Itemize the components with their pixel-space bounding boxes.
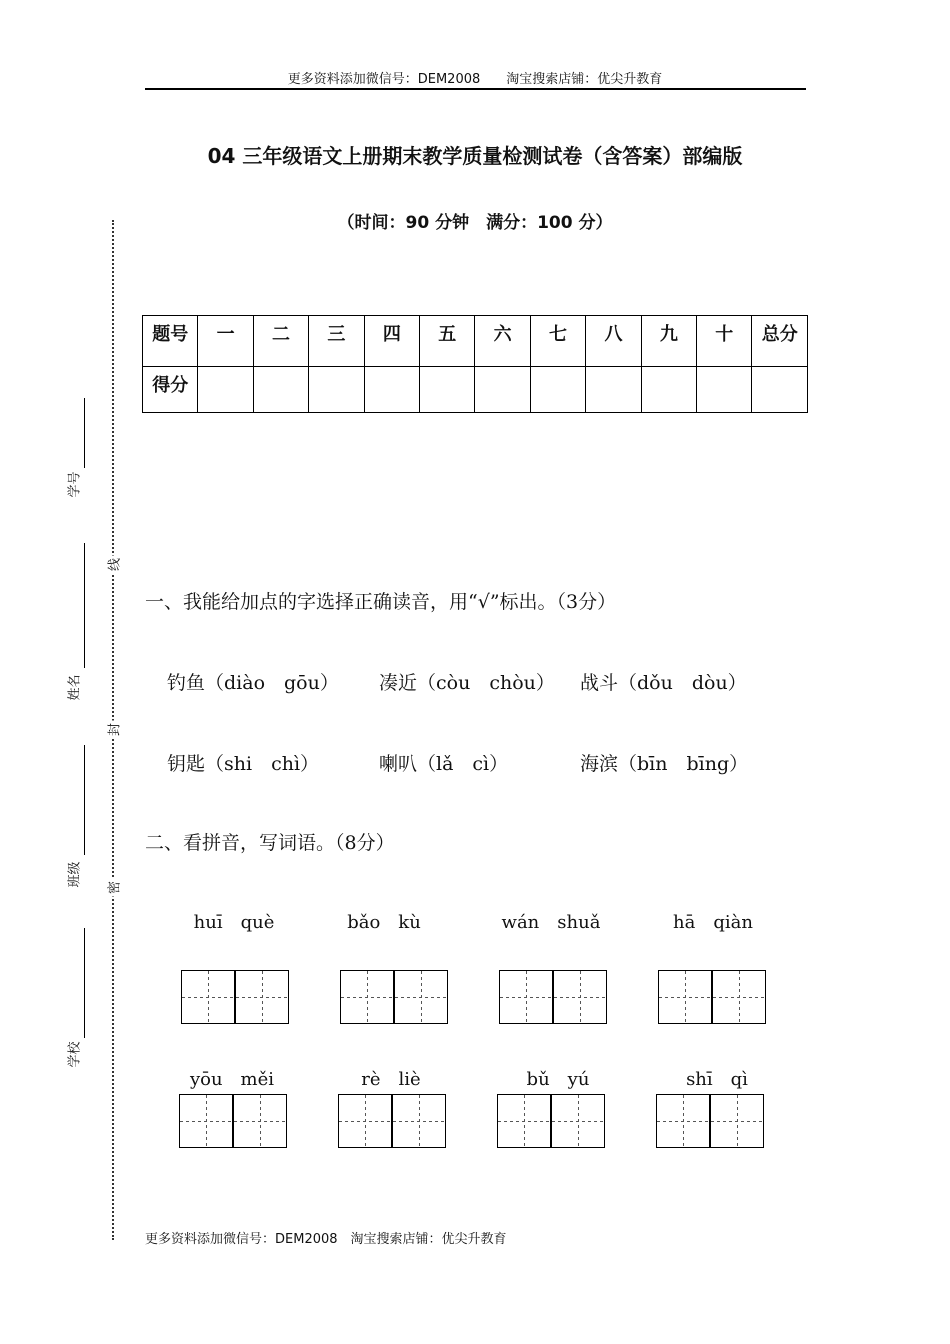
score-header-cell: 六 (475, 316, 530, 367)
school-label: 学校 (67, 1041, 83, 1068)
score-cell[interactable] (198, 367, 253, 413)
score-cell[interactable] (309, 367, 364, 413)
q2-pinyin: rè liè (361, 1069, 421, 1090)
tian-grid-box[interactable] (392, 1094, 446, 1148)
score-header-cell: 题号 (143, 316, 198, 367)
seal-char-seal: 封 (104, 721, 123, 739)
tian-grid-box[interactable] (179, 1094, 233, 1148)
score-header-cell: 十 (697, 316, 752, 367)
class-label: 班级 (67, 861, 83, 888)
tian-grid-box[interactable] (658, 970, 712, 1024)
q2-pinyin: shī qì (686, 1069, 748, 1090)
score-header-cell: 九 (641, 316, 696, 367)
score-table-score-row (143, 367, 808, 413)
q1-option[interactable]: 钥匙（shi chì） (167, 753, 320, 775)
tian-grid-box[interactable] (338, 1094, 392, 1148)
score-cell[interactable] (586, 367, 641, 413)
q2-pinyin: bǎo kù (347, 912, 421, 933)
score-row-label: 得分 (143, 367, 198, 413)
q1-option[interactable]: 凑近（còu chòu） (379, 672, 555, 694)
q2-heading: 二、看拼音，写词语。（8分） (145, 832, 395, 854)
student-id-blank[interactable] (84, 398, 85, 468)
class-blank[interactable] (84, 745, 85, 855)
score-header-cell: 五 (420, 316, 475, 367)
score-cell[interactable] (475, 367, 530, 413)
score-header-cell: 一 (198, 316, 253, 367)
q1-heading: 一、我能给加点的字选择正确读音，用“√”标出。（3分） (145, 591, 617, 613)
q2-pinyin: bǔ yú (526, 1069, 590, 1090)
q2-pinyin: hā qiàn (673, 912, 753, 933)
exam-subtitle: （时间：90 分钟 满分：100 分） (337, 213, 613, 233)
seal-char-secret: 密 (104, 879, 123, 897)
score-header-cell: 三 (309, 316, 364, 367)
exam-title: 04 三年级语文上册期末教学质量检测试卷（含答案）部编版 (207, 144, 743, 168)
score-cell[interactable] (364, 367, 419, 413)
page-header: 更多资料添加微信号：DEM2008 淘宝搜索店铺：优尖升教育 (287, 72, 663, 87)
score-header-cell: 二 (253, 316, 308, 367)
tian-grid-box[interactable] (394, 970, 448, 1024)
score-header-cell: 总分 (752, 316, 808, 367)
q2-pinyin: yōu měi (189, 1069, 275, 1090)
name-blank[interactable] (84, 543, 85, 668)
page-footer: 更多资料添加微信号：DEM2008 淘宝搜索店铺：优尖升教育 (145, 1232, 507, 1247)
score-table-header-row (143, 316, 808, 367)
header-divider (145, 88, 806, 90)
tian-grid-box[interactable] (712, 970, 766, 1024)
score-cell[interactable] (697, 367, 752, 413)
tian-grid-box[interactable] (499, 970, 553, 1024)
score-cell[interactable] (752, 367, 808, 413)
score-header-cell: 四 (364, 316, 419, 367)
q1-option[interactable]: 钓鱼（diào gōu） (167, 672, 339, 694)
score-cell[interactable] (253, 367, 308, 413)
tian-grid-box[interactable] (233, 1094, 287, 1148)
score-cell[interactable] (641, 367, 696, 413)
score-header-cell: 八 (586, 316, 641, 367)
tian-grid-box[interactable] (340, 970, 394, 1024)
tian-grid-box[interactable] (497, 1094, 551, 1148)
tian-grid-box[interactable] (551, 1094, 605, 1148)
q1-option[interactable]: 海滨（bīn bīng） (580, 753, 749, 775)
q1-option[interactable]: 战斗（dǒu dòu） (580, 672, 747, 694)
tian-grid-box[interactable] (710, 1094, 764, 1148)
q2-pinyin: huī què (193, 912, 275, 933)
q2-pinyin: wán shuǎ (501, 912, 601, 933)
score-cell[interactable] (530, 367, 585, 413)
q1-option[interactable]: 喇叭（lǎ cì） (379, 753, 509, 775)
tian-grid-box[interactable] (235, 970, 289, 1024)
tian-grid-box[interactable] (553, 970, 607, 1024)
name-label: 姓名 (67, 674, 83, 701)
student-id-label: 学号 (67, 471, 83, 498)
school-blank[interactable] (84, 928, 85, 1038)
score-table (142, 315, 808, 413)
seal-char-line: 线 (104, 556, 123, 574)
score-header-cell: 七 (530, 316, 585, 367)
tian-grid-box[interactable] (656, 1094, 710, 1148)
tian-grid-box[interactable] (181, 970, 235, 1024)
score-cell[interactable] (420, 367, 475, 413)
